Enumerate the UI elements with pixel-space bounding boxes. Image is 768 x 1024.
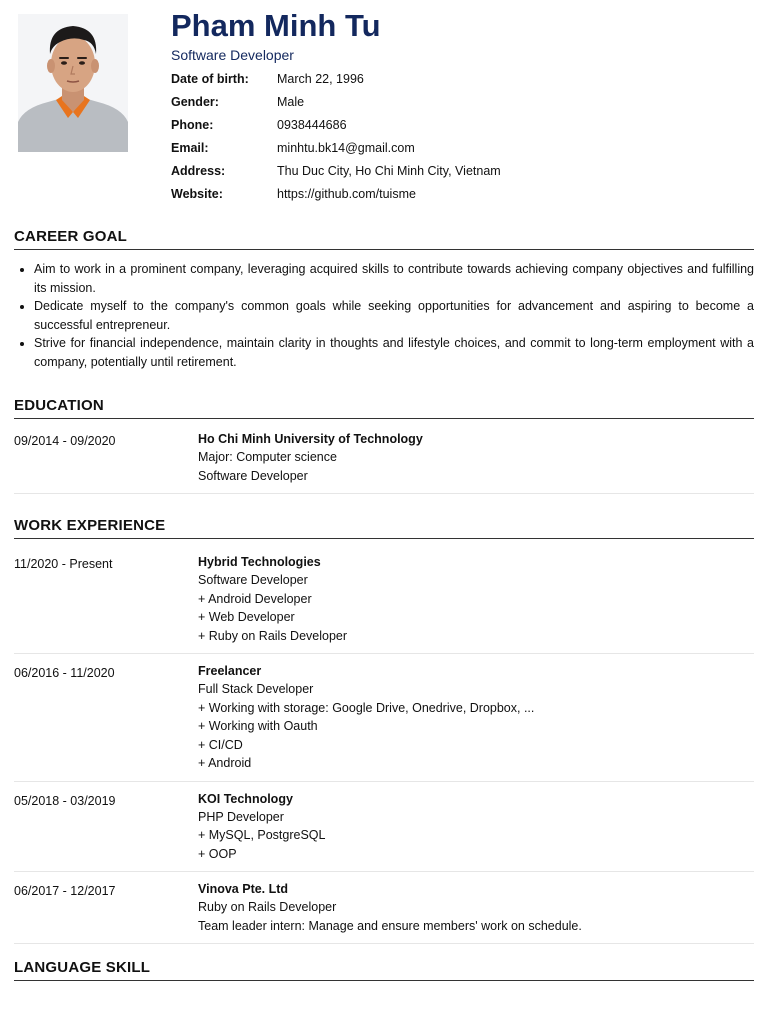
entry-title: KOI Technology — [198, 791, 293, 806]
info-value: March 22, 1996 — [277, 71, 364, 86]
work-entry — [14, 782, 754, 873]
work-entry — [14, 872, 754, 944]
info-label: Email: — [171, 140, 209, 155]
entry-title: Vinova Pte. Ltd — [198, 882, 289, 896]
entry-line: Team leader intern: Manage and ensure members' work on schedule. — [198, 918, 582, 933]
entry-body — [198, 553, 754, 645]
info-label: Date of birth: — [171, 71, 249, 86]
profile-header — [171, 8, 751, 205]
entry-line: + Android Developer — [198, 591, 312, 606]
info-row-dob — [171, 67, 751, 90]
work-entry — [14, 545, 754, 654]
entry-line: Major: Computer science — [198, 450, 337, 464]
section-heading-education: EDUCATION — [14, 397, 754, 419]
entry-line: + OOP — [198, 846, 237, 861]
education-list — [14, 422, 754, 494]
entry-title: Freelancer — [198, 664, 262, 678]
career-goal-list — [14, 260, 754, 371]
entry-title: Hybrid Technologies — [198, 555, 321, 569]
section-heading-work-experience: WORK EXPERIENCE — [14, 517, 754, 539]
website-link[interactable]: https://github.com/tuisme — [277, 186, 416, 201]
entry-line: + Android — [198, 756, 252, 770]
info-label: Website: — [171, 186, 223, 201]
info-value: 0938444686 — [277, 117, 347, 132]
person-name: Pham Minh Tu — [171, 8, 381, 43]
entry-line: + Ruby on Rails Developer — [198, 628, 348, 643]
info-row-phone — [171, 113, 751, 136]
list-item: • Aim to work in a prominent company, leveraging acquired skills to contribute towards achieving company objectives and fulfilling its mission. — [34, 260, 754, 297]
section-heading-career-goal: CAREER GOAL — [14, 228, 754, 250]
entry-line: Software Developer — [198, 468, 308, 483]
work-experience-list — [14, 545, 754, 944]
education-entry — [14, 422, 754, 494]
entry-date: 06/2017 - 12/2017 — [14, 884, 116, 898]
section-heading-language-skill: LANGUAGE SKILL — [14, 959, 754, 981]
entry-date: 11/2020 - Present — [14, 557, 113, 571]
entry-date: 09/2014 - 09/2020 — [14, 434, 116, 448]
entry-line: + Working with Oauth — [198, 719, 318, 733]
entry-line: Ruby on Rails Developer — [198, 900, 337, 914]
entry-line: Software Developer — [198, 573, 308, 587]
email-value[interactable]: minhtu.bk14@gmail.com — [277, 140, 415, 155]
profile-photo — [18, 14, 128, 152]
person-portrait-image — [18, 14, 128, 152]
entry-line: + Working with storage: Google Drive, Onedrive, Dropbox, ... — [198, 700, 535, 715]
entry-line: + Web Developer — [198, 610, 295, 624]
info-row-address — [171, 159, 751, 182]
list-item: • Strive for financial independence, maintain clarity in thoughts and lifestyle choices, and commit to long-term employment with a company, potentially until retirement. — [34, 334, 754, 371]
list-item: • Dedicate myself to the company's common goals while seeking opportunities for advancement and aspiring to become a successful entrepreneur. — [34, 297, 754, 334]
info-label: Address: — [171, 163, 226, 178]
entry-line: Full Stack Developer — [198, 682, 314, 696]
entry-title: Ho Chi Minh University of Technology — [198, 432, 423, 446]
info-row-gender — [171, 90, 751, 113]
info-row-email — [171, 136, 751, 159]
entry-body — [198, 662, 754, 773]
entry-line: + MySQL, PostgreSQL — [198, 828, 326, 842]
person-role: Software Developer — [171, 47, 294, 63]
info-value: Male — [277, 94, 305, 109]
entry-body — [198, 790, 754, 864]
info-row-website — [171, 182, 751, 205]
info-value: Thu Duc City, Ho Chi Minh City, Vietnam — [277, 163, 501, 178]
entry-line: + CI/CD — [198, 737, 243, 752]
entry-body — [198, 880, 754, 935]
personal-info — [171, 67, 751, 205]
entry-date: 06/2016 - 11/2020 — [14, 666, 115, 680]
info-label: Phone: — [171, 117, 214, 132]
entry-line: PHP Developer — [198, 809, 284, 824]
info-label: Gender: — [171, 94, 219, 109]
work-entry — [14, 654, 754, 782]
entry-date: 05/2018 - 03/2019 — [14, 793, 116, 808]
entry-body — [198, 430, 754, 485]
